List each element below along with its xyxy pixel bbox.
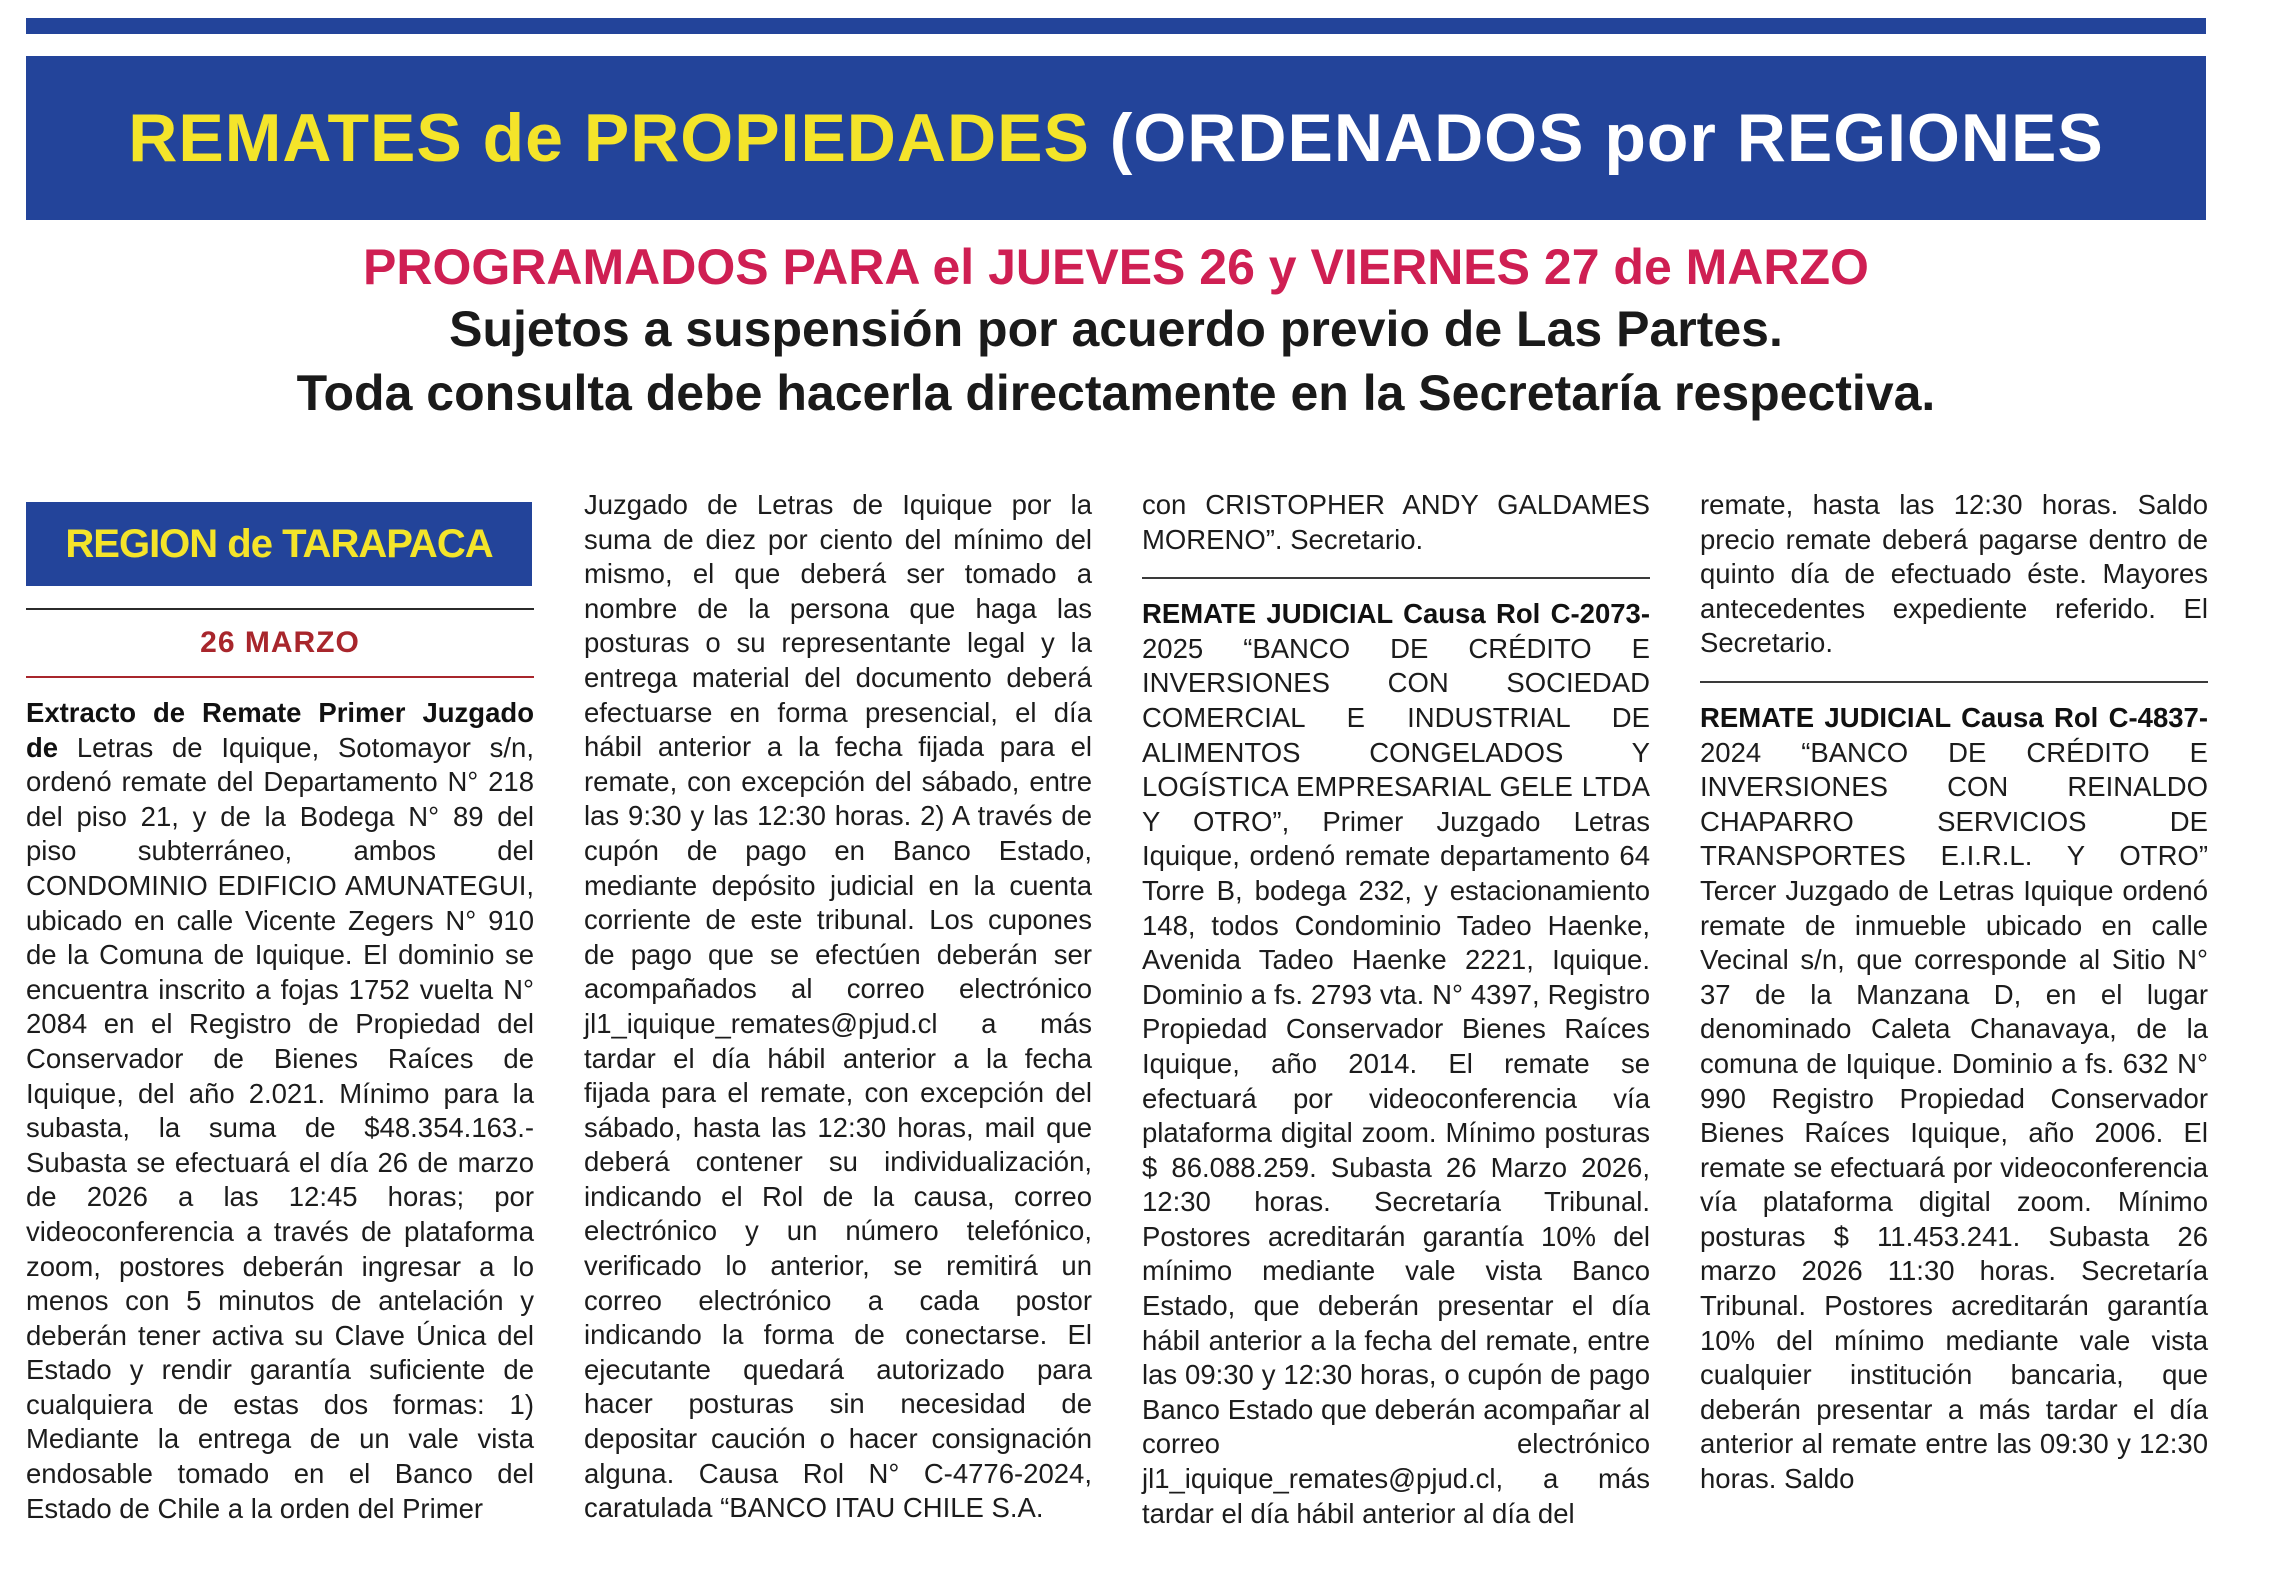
- notice-3: REMATE JUDICIAL Causa Rol C-4837- 2024 “BANCO DE CRÉDITO E INVERSIONES CON REINALDO CHAPARRO SERVICIOS DE TRANSPORTES E.I.R.L. Y OTRO” Tercer Juzgado de Letras Iquique ordenó remate de inmueble ubicado en calle Vecinal s/n, que corresponde al Sitio N° 37 de la Manzana D, en el lugar denominado Caleta Chanavaya, de la comuna de Iquique. Dominio a fs. 632 N° 990 Registro Propiedad Conservador Bienes Raíces Iquique, año 2006. El remate se efectuará por videoconferencia vía plataforma digital zoom. Mínimo posturas $ 11.453.241. Subasta 26 marzo 2026 11:30 horas. Secretaría Tribunal. Postores acreditarán garantía 10% del mínimo mediante vale vista cualquier institución bancaria, que deberán presentar a más tardar el día anterior al remate entre las 09:30 y 12:30 horas. Saldo: [1700, 701, 2208, 1495]
- text-column-2: [584, 488, 1092, 1526]
- divider: [26, 676, 534, 678]
- banner-top-rule: [26, 18, 2206, 34]
- page-title-part2: (ORDENADOS por REGIONES: [1109, 100, 2104, 176]
- page-title: [128, 99, 2103, 177]
- notice-1: Extracto de Remate Primer Juzgado de Letras de Iquique, Sotomayor s/n, ordenó remate del Departamento N° 218 del piso 21, y de la Bodega N° 89 del piso subterráneo, ambos del CONDOMINIO EDIFICIO AMUNATEGUI, ubicado en calle Vicente Zegers N° 910 de la Comuna de Iquique. El dominio se encuentra inscrito a fojas 1752 vuelta N° 2084 en el Registro de Propiedad del Conservador de Bienes Raíces de Iquique, del año 2.021. Mínimo para la subasta, la suma de $48.354.163.- Subasta se efectuará el día 26 de marzo de 2026 a las 12:45 horas; por videoconferencia a través de plataforma zoom, postores deberán ingresar a lo menos con 5 minutos de antelación y deberán tener activa su Clave Única del Estado y rendir garantía suficiente de cualquiera de estas dos formas: 1) Mediante la entrega de un vale vista endosable tomado en el Banco del Estado de Chile a la orden del Primer: [26, 697, 534, 1524]
- page-title-part1: REMATES de PROPIEDADES: [128, 100, 1090, 176]
- notice-1-heading: Extracto de Remate Primer Juzgado de: [26, 697, 534, 763]
- notice-2: REMATE JUDICIAL Causa Rol C-2073- 2025 “BANCO DE CRÉDITO E INVERSIONES CON SOCIEDAD COMERCIAL E INDUSTRIAL DE ALIMENTOS CONGELADOS Y LOGÍSTICA EMPRESARIAL GELE LTDA Y OTRO”, Primer Juzgado Letras Iquique, ordenó remate departamento 64 Torre B, bodega 232, y estacionamiento 148, todos Condominio Tadeo Haenke, Avenida Tadeo Haenke 2221, Iquique. Dominio a fs. 2793 vta. N° 4397, Registro Propiedad Conservador Bienes Raíces Iquique, año 2014. El remate se efectuará por videoconferencia vía plataforma digital zoom. Mínimo posturas $ 86.088.259. Subasta 26 Marzo 2026, 12:30 horas. Secretaría Tribunal. Postores acreditarán garantía 10% del mínimo mediante vale vista Banco Estado, que deberán presentar el día hábil anterior a la fecha del remate, entre las 09:30 y 12:30 horas, o cupón de pago Banco Estado que deberán acompañar al correo electrónico jl1_iquique_remates@pjud.cl, a más tardar el día hábil anterior al día del: [1142, 598, 1650, 1529]
- date-label: 26 MARZO: [200, 626, 360, 659]
- subtitle-schedule: PROGRAMADOS PARA el JUEVES 26 y VIERNES 27 de MARZO: [363, 239, 1869, 295]
- notice-2-heading: REMATE JUDICIAL Causa Rol C-2073-: [1142, 598, 1650, 630]
- notice-separator: [1700, 681, 2208, 683]
- region-label: REGION de TARAPACA: [26, 502, 532, 586]
- text-column-3: [1142, 488, 1650, 1531]
- notice-2-continued: remate, hasta las 12:30 horas. Saldo precio remate deberá pagarse dentro de quinto día de efectuado éste. Mayores antecedentes expediente referido. El Secretario.: [1700, 489, 2208, 659]
- text-column-4: [1700, 488, 2208, 1497]
- notice-1-continued: Juzgado de Letras de Iquique por la suma de diez por ciento del mínimo del mismo, el que deberá ser tomado a nombre de la persona que haga las posturas o su representante legal y la entrega material del documento deberá efectuarse en forma presencial, el día hábil anterior a la fecha fijada para el remate, con excepción del sábado, entre las 9:30 y las 12:30 horas. 2) A través de cupón de pago en Banco Estado, mediante depósito judicial en la cuenta corriente de este tribunal. Los cupones de pago que se efectúen deberán ser acompañados al correo electrónico jl1_iquique_remates@pjud.cl a más tardar el día hábil anterior a la fecha fijada para el remate, con excepción del sábado, hasta las 12:30 horas, mail que deberá contener su individualización, indicando el Rol de la causa, correo electrónico y un número telefónico, verificado lo anterior, se remitirá un correo electrónico a cada postor indicando la forma de conectarse. El ejecutante quedará autorizado para hacer posturas sin necesidad de depositar caución o hacer consignación alguna. Causa Rol N° C-4776-2024, caratulada “BANCO ITAU CHILE S.A.: [584, 489, 1092, 1524]
- subtitle-suspension-note: Sujetos a suspensión por acuerdo previo de Las Partes.: [449, 301, 1783, 357]
- page-banner: [26, 56, 2206, 220]
- notice-1-continued: con CRISTOPHER ANDY GALDAMES MORENO”. Secretario.: [1142, 489, 1650, 555]
- subtitle-inquiry-note: Toda consulta debe hacerla directamente en la Secretaría respectiva.: [296, 365, 1936, 421]
- notice-3-heading: REMATE JUDICIAL Causa Rol C-4837-: [1700, 701, 2208, 733]
- notice-separator: [1142, 577, 1650, 579]
- text-column-1: [26, 488, 534, 1526]
